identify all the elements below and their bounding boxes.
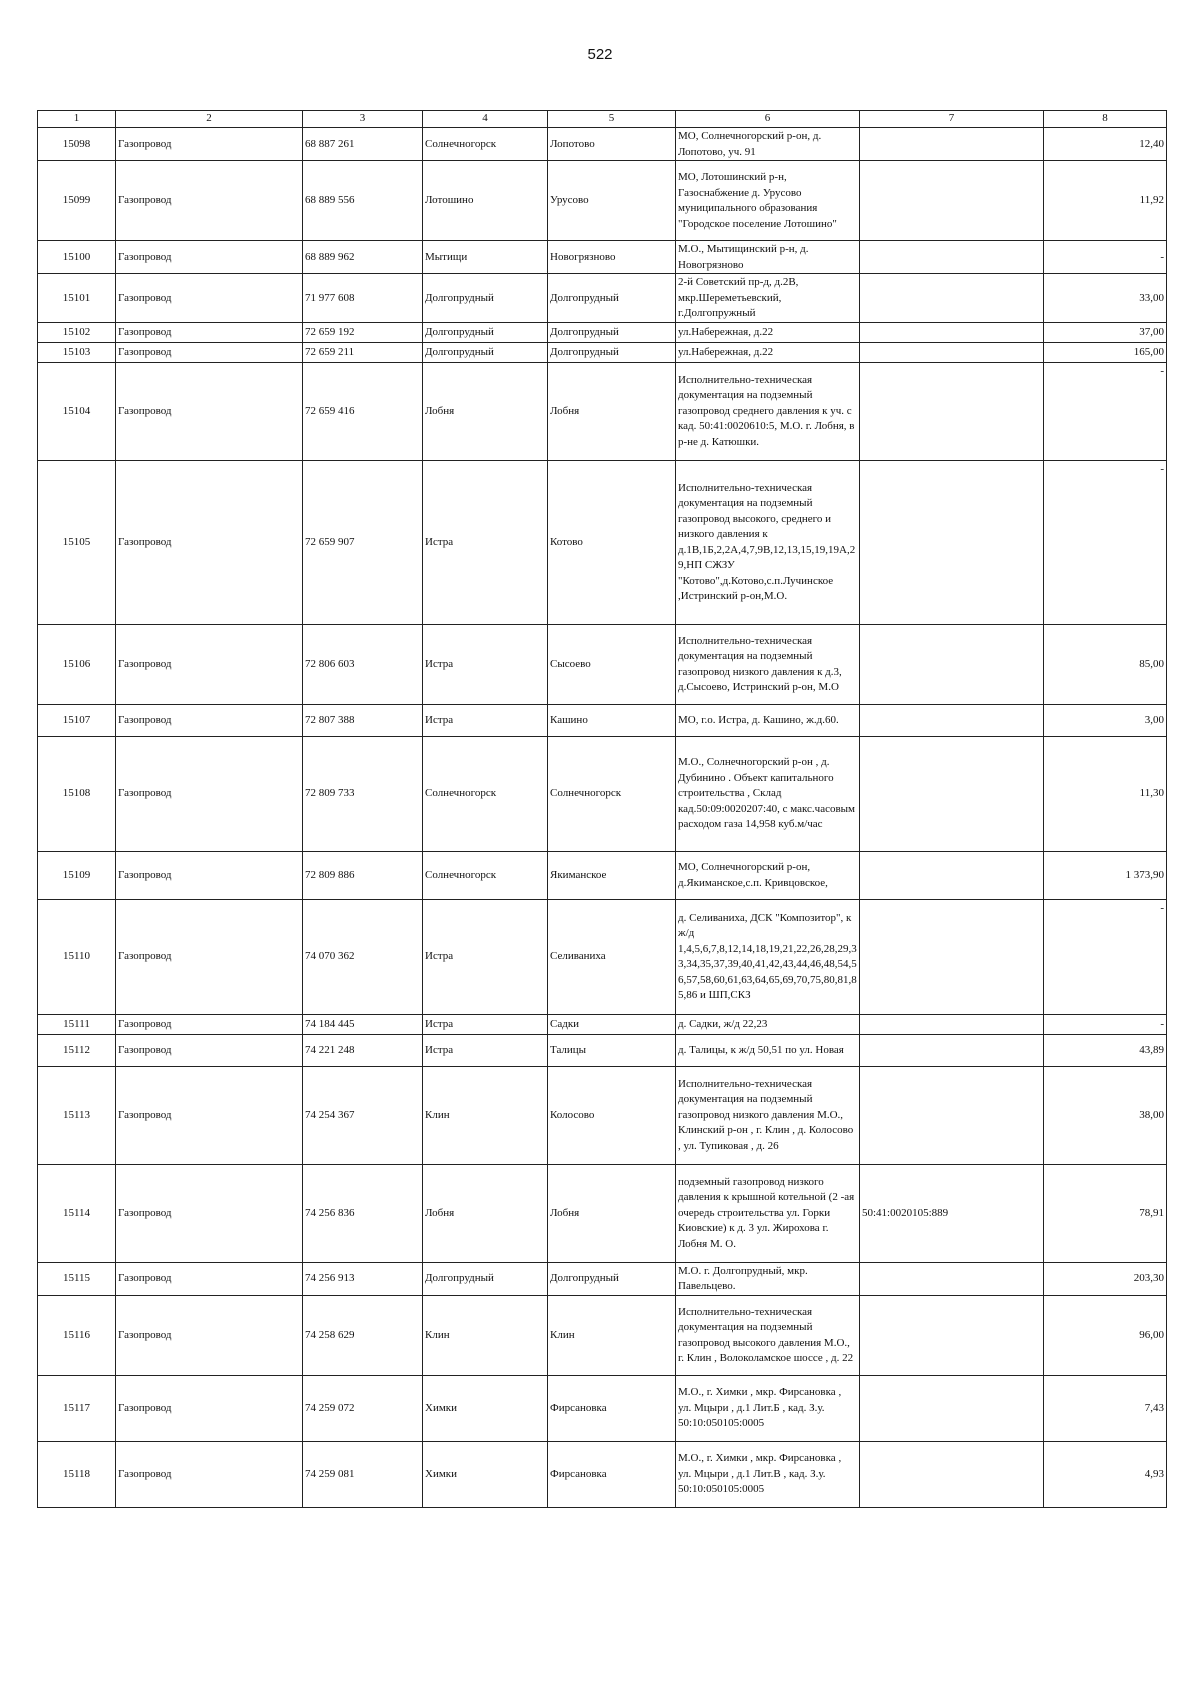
address-cell: 2-й Советский пр-д, д.2В, мкр.Шереметьевский, г.Долгопружный <box>676 274 860 323</box>
address-cell: М.О., Солнечногорский р-он , д. Дубинино . Объект капитального строительства , Склад кад.50:09:0020207:40, с макс.часовым расходом газа 14,958 куб.м/час <box>676 736 860 851</box>
cadastral-number-cell <box>860 342 1044 362</box>
cadastral-number-cell <box>860 274 1044 323</box>
address-cell: Исполнительно-техническая документация на подземный газопровод низкого давления к д.3, д.Сысоево, Истринский р-он, М.О <box>676 624 860 704</box>
district-cell: Долгопрудный <box>423 1262 548 1295</box>
address-cell: МО, Солнечногорский р-он, д.Якиманское,с.п. Кривцовское, <box>676 851 860 899</box>
column-header-2: 2 <box>116 111 303 128</box>
row-number-cell: 15104 <box>38 362 116 460</box>
district-cell: Клин <box>423 1295 548 1375</box>
table-row <box>38 704 1167 736</box>
locality-cell: Кашино <box>548 704 676 736</box>
value-cell: - <box>1044 241 1167 274</box>
row-number-cell: 15102 <box>38 322 116 342</box>
object-type-cell: Газопровод <box>116 1441 303 1507</box>
object-type-cell: Газопровод <box>116 362 303 460</box>
value-cell: 37,00 <box>1044 322 1167 342</box>
locality-cell: Лопотово <box>548 128 676 161</box>
table-row <box>38 128 1167 161</box>
column-header-4: 4 <box>423 111 548 128</box>
locality-cell: Колосово <box>548 1066 676 1164</box>
district-cell: Лотошино <box>423 161 548 241</box>
table-row <box>38 161 1167 241</box>
locality-cell: Долгопрудный <box>548 342 676 362</box>
table-row <box>38 322 1167 342</box>
value-cell: 165,00 <box>1044 342 1167 362</box>
value-cell: 96,00 <box>1044 1295 1167 1375</box>
value-cell: - <box>1044 362 1167 460</box>
district-cell: Химки <box>423 1375 548 1441</box>
row-number-cell: 15114 <box>38 1164 116 1262</box>
object-code-cell: 74 254 367 <box>303 1066 423 1164</box>
table-row <box>38 899 1167 1014</box>
locality-cell: Долгопрудный <box>548 274 676 323</box>
value-cell: - <box>1044 899 1167 1014</box>
value-cell: 12,40 <box>1044 128 1167 161</box>
locality-cell: Фирсановка <box>548 1441 676 1507</box>
table-row <box>38 460 1167 624</box>
district-cell: Солнечногорск <box>423 128 548 161</box>
address-cell: Исполнительно-техническая документация на подземный газопровод высокого, среднего и низкого давления к д.1В,1Б,2,2А,4,7,9В,12,13,15,19,19А,29,НП СЖЗУ "Котово",д.Котово,с.п.Лучинское ,Истринский р-он,М.О. <box>676 460 860 624</box>
object-type-cell: Газопровод <box>116 241 303 274</box>
cadastral-number-cell <box>860 362 1044 460</box>
table-row <box>38 1066 1167 1164</box>
row-number-cell: 15118 <box>38 1441 116 1507</box>
locality-cell: Долгопрудный <box>548 322 676 342</box>
row-number-cell: 15107 <box>38 704 116 736</box>
locality-cell: Фирсановка <box>548 1375 676 1441</box>
value-cell: 203,30 <box>1044 1262 1167 1295</box>
row-number-cell: 15110 <box>38 899 116 1014</box>
object-type-cell: Газопровод <box>116 624 303 704</box>
row-number-cell: 15106 <box>38 624 116 704</box>
object-code-cell: 72 806 603 <box>303 624 423 704</box>
cadastral-number-cell <box>860 1034 1044 1066</box>
cadastral-number-cell <box>860 1375 1044 1441</box>
district-cell: Лобня <box>423 1164 548 1262</box>
value-cell: 43,89 <box>1044 1034 1167 1066</box>
table-row <box>38 1034 1167 1066</box>
column-header-3: 3 <box>303 111 423 128</box>
value-cell: - <box>1044 460 1167 624</box>
address-cell: д. Селиваниха, ДСК "Композитор", к ж/д 1,4,5,6,7,8,12,14,18,19,21,22,26,28,29,33,34,35,37,39,40,41,42,43,44,46,48,54,56,57,58,60,61,63,64,65,69,70,75,80,81,85,86 и ШП,СКЗ <box>676 899 860 1014</box>
address-cell: МО, г.о. Истра, д. Кашино, ж.д.60. <box>676 704 860 736</box>
locality-cell: Новогрязново <box>548 241 676 274</box>
value-cell: 4,93 <box>1044 1441 1167 1507</box>
row-number-cell: 15117 <box>38 1375 116 1441</box>
address-cell: МО, Лотошинский р-н, Газоснабжение д. Урусово муниципального образования "Городское поселение Лотошино" <box>676 161 860 241</box>
cadastral-number-cell <box>860 899 1044 1014</box>
value-cell: 38,00 <box>1044 1066 1167 1164</box>
object-type-cell: Газопровод <box>116 1014 303 1034</box>
address-cell: ул.Набережная, д.22 <box>676 322 860 342</box>
locality-cell: Урусово <box>548 161 676 241</box>
district-cell: Химки <box>423 1441 548 1507</box>
value-cell: 3,00 <box>1044 704 1167 736</box>
table-row <box>38 1295 1167 1375</box>
cadastral-number-cell <box>860 161 1044 241</box>
row-number-cell: 15098 <box>38 128 116 161</box>
object-code-cell: 68 889 962 <box>303 241 423 274</box>
value-cell: 33,00 <box>1044 274 1167 323</box>
address-cell: д. Садки, ж/д 22,23 <box>676 1014 860 1034</box>
locality-cell: Солнечногорск <box>548 736 676 851</box>
object-type-cell: Газопровод <box>116 460 303 624</box>
cadastral-number-cell <box>860 1262 1044 1295</box>
object-type-cell: Газопровод <box>116 274 303 323</box>
object-code-cell: 74 184 445 <box>303 1014 423 1034</box>
table-row <box>38 241 1167 274</box>
district-cell: Истра <box>423 624 548 704</box>
address-cell: М.О., г. Химки , мкр. Фирсановка , ул. Мцыри , д.1 Лит.В , кад. З.у. 50:10:050105:0005 <box>676 1441 860 1507</box>
object-code-cell: 68 887 261 <box>303 128 423 161</box>
object-code-cell: 72 809 886 <box>303 851 423 899</box>
object-code-cell: 74 259 072 <box>303 1375 423 1441</box>
cadastral-number-cell <box>860 851 1044 899</box>
object-type-cell: Газопровод <box>116 1066 303 1164</box>
cadastral-number-cell <box>860 624 1044 704</box>
district-cell: Клин <box>423 1066 548 1164</box>
locality-cell: Котово <box>548 460 676 624</box>
object-code-cell: 74 258 629 <box>303 1295 423 1375</box>
locality-cell: Сысоево <box>548 624 676 704</box>
cadastral-number-cell: 50:41:0020105:889 <box>860 1164 1044 1262</box>
table-row <box>38 624 1167 704</box>
value-cell: 11,30 <box>1044 736 1167 851</box>
object-code-cell: 74 221 248 <box>303 1034 423 1066</box>
object-type-cell: Газопровод <box>116 851 303 899</box>
district-cell: Истра <box>423 460 548 624</box>
table-row <box>38 1014 1167 1034</box>
column-header-7: 7 <box>860 111 1044 128</box>
address-cell: Исполнительно-техническая документация на подземный газопровод среднего давления к уч. с кад. 50:41:0020610:5, М.О. г. Лобня, в р-не д. Катюшки. <box>676 362 860 460</box>
address-cell: Исполнительно-техническая документация на подземный газопровод низкого давления М.О., Клинский р-он , г. Клин , д. Колосово , ул. Тупиковая , д. 26 <box>676 1066 860 1164</box>
object-type-cell: Газопровод <box>116 322 303 342</box>
row-number-cell: 15109 <box>38 851 116 899</box>
column-header-1: 1 <box>38 111 116 128</box>
district-cell: Истра <box>423 1014 548 1034</box>
address-cell: д. Талицы, к ж/д 50,51 по ул. Новая <box>676 1034 860 1066</box>
object-code-cell: 72 659 211 <box>303 342 423 362</box>
district-cell: Истра <box>423 704 548 736</box>
row-number-cell: 15099 <box>38 161 116 241</box>
column-header-5: 5 <box>548 111 676 128</box>
address-cell: МО, Солнечногорский р-он, д. Лопотово, уч. 91 <box>676 128 860 161</box>
object-code-cell: 72 659 192 <box>303 322 423 342</box>
cadastral-number-cell <box>860 736 1044 851</box>
locality-cell: Якиманское <box>548 851 676 899</box>
row-number-cell: 15112 <box>38 1034 116 1066</box>
district-cell: Истра <box>423 1034 548 1066</box>
cadastral-number-cell <box>860 1295 1044 1375</box>
object-type-cell: Газопровод <box>116 1262 303 1295</box>
address-cell: М.О., Мытищинский р-н, д. Новогрязново <box>676 241 860 274</box>
locality-cell: Садки <box>548 1014 676 1034</box>
object-code-cell: 74 070 362 <box>303 899 423 1014</box>
row-number-cell: 15115 <box>38 1262 116 1295</box>
page-number: 522 <box>587 46 613 63</box>
object-code-cell: 72 659 416 <box>303 362 423 460</box>
cadastral-number-cell <box>860 1014 1044 1034</box>
value-cell: 11,92 <box>1044 161 1167 241</box>
object-type-cell: Газопровод <box>116 1034 303 1066</box>
object-type-cell: Газопровод <box>116 736 303 851</box>
object-type-cell: Газопровод <box>116 1164 303 1262</box>
cadastral-number-cell <box>860 704 1044 736</box>
table-row <box>38 342 1167 362</box>
address-cell: подземный газопровод низкого давления к крышной котельной (2 -ая очередь строительства ул. Горки Киовские) к д. 3 ул. Жирохова г. Лобня М. О. <box>676 1164 860 1262</box>
locality-cell: Клин <box>548 1295 676 1375</box>
locality-cell: Талицы <box>548 1034 676 1066</box>
district-cell: Долгопрудный <box>423 322 548 342</box>
row-number-cell: 15105 <box>38 460 116 624</box>
locality-cell: Лобня <box>548 1164 676 1262</box>
object-type-cell: Газопровод <box>116 342 303 362</box>
table-row <box>38 851 1167 899</box>
object-type-cell: Газопровод <box>116 128 303 161</box>
object-code-cell: 71 977 608 <box>303 274 423 323</box>
table-row <box>38 274 1167 323</box>
district-cell: Мытищи <box>423 241 548 274</box>
address-cell: М.О., г. Химки , мкр. Фирсановка , ул. Мцыри , д.1 Лит.Б , кад. З.у. 50:10:050105:0005 <box>676 1375 860 1441</box>
cadastral-number-cell <box>860 322 1044 342</box>
value-cell: 7,43 <box>1044 1375 1167 1441</box>
row-number-cell: 15108 <box>38 736 116 851</box>
header-row <box>38 111 1167 128</box>
row-number-cell: 15116 <box>38 1295 116 1375</box>
value-cell: - <box>1044 1014 1167 1034</box>
value-cell: 78,91 <box>1044 1164 1167 1262</box>
row-number-cell: 15100 <box>38 241 116 274</box>
value-cell: 85,00 <box>1044 624 1167 704</box>
address-cell: Исполнительно-техническая документация на подземный газопровод высокого давления М.О., г. Клин , Волоколамское шоссе , д. 22 <box>676 1295 860 1375</box>
table-row <box>38 362 1167 460</box>
district-cell: Лобня <box>423 362 548 460</box>
object-code-cell: 72 659 907 <box>303 460 423 624</box>
table-row <box>38 1375 1167 1441</box>
table-row <box>38 1262 1167 1295</box>
column-header-6: 6 <box>676 111 860 128</box>
row-number-cell: 15101 <box>38 274 116 323</box>
district-cell: Долгопрудный <box>423 274 548 323</box>
object-code-cell: 72 807 388 <box>303 704 423 736</box>
object-code-cell: 68 889 556 <box>303 161 423 241</box>
cadastral-number-cell <box>860 1441 1044 1507</box>
object-code-cell: 74 256 913 <box>303 1262 423 1295</box>
table-row <box>38 736 1167 851</box>
row-number-cell: 15111 <box>38 1014 116 1034</box>
cadastral-number-cell <box>860 460 1044 624</box>
cadastral-number-cell <box>860 128 1044 161</box>
table-row <box>38 1441 1167 1507</box>
registry-table <box>37 110 1167 1508</box>
column-header-8: 8 <box>1044 111 1167 128</box>
object-code-cell: 74 256 836 <box>303 1164 423 1262</box>
locality-cell: Долгопрудный <box>548 1262 676 1295</box>
object-type-cell: Газопровод <box>116 704 303 736</box>
object-type-cell: Газопровод <box>116 1375 303 1441</box>
district-cell: Истра <box>423 899 548 1014</box>
object-type-cell: Газопровод <box>116 899 303 1014</box>
district-cell: Долгопрудный <box>423 342 548 362</box>
table-body <box>38 128 1167 1508</box>
object-type-cell: Газопровод <box>116 161 303 241</box>
row-number-cell: 15103 <box>38 342 116 362</box>
locality-cell: Селиваниха <box>548 899 676 1014</box>
table-row <box>38 1164 1167 1262</box>
locality-cell: Лобня <box>548 362 676 460</box>
cadastral-number-cell <box>860 241 1044 274</box>
value-cell: 1 373,90 <box>1044 851 1167 899</box>
object-type-cell: Газопровод <box>116 1295 303 1375</box>
address-cell: М.О. г. Долгопрудный, мкр. Павельцево. <box>676 1262 860 1295</box>
district-cell: Солнечногорск <box>423 736 548 851</box>
object-code-cell: 72 809 733 <box>303 736 423 851</box>
row-number-cell: 15113 <box>38 1066 116 1164</box>
object-code-cell: 74 259 081 <box>303 1441 423 1507</box>
address-cell: ул.Набережная, д.22 <box>676 342 860 362</box>
district-cell: Солнечногорск <box>423 851 548 899</box>
cadastral-number-cell <box>860 1066 1044 1164</box>
